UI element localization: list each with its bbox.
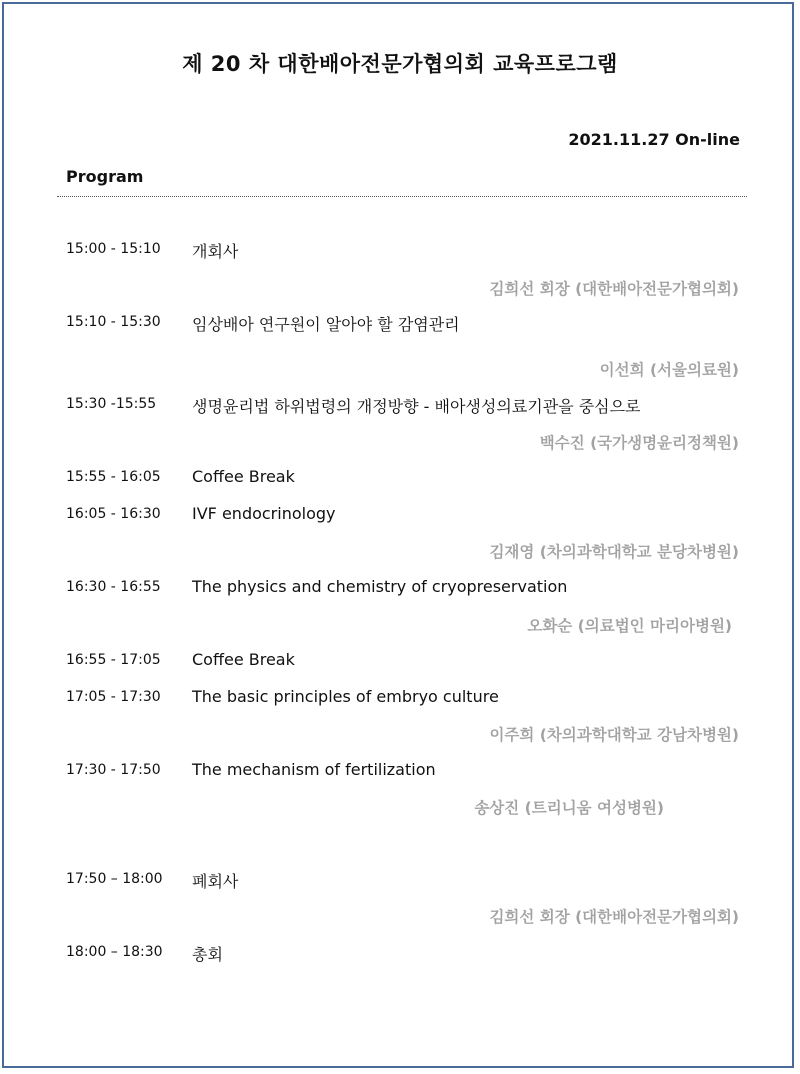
schedule-event: 총회 bbox=[192, 945, 223, 964]
schedule-speaker: 오화순 (의료법인 마리아병원) bbox=[527, 617, 732, 635]
schedule-speaker: 송상진 (트리니움 여성병원) bbox=[474, 799, 664, 817]
schedule-time: 15:55 - 16:05 bbox=[66, 469, 161, 485]
schedule-time: 18:00 – 18:30 bbox=[66, 944, 163, 960]
schedule-event: 폐회사 bbox=[192, 872, 239, 891]
dotted-divider bbox=[57, 196, 747, 197]
schedule-event: Coffee Break bbox=[192, 650, 295, 669]
schedule-event: 개회사 bbox=[192, 242, 239, 261]
schedule-time: 17:30 - 17:50 bbox=[66, 762, 161, 778]
schedule-event: The basic principles of embryo culture bbox=[192, 687, 499, 706]
schedule-time: 16:55 - 17:05 bbox=[66, 652, 161, 668]
schedule-time: 15:30 -15:55 bbox=[66, 396, 157, 412]
schedule-speaker: 이주희 (차의과학대학교 강남차병원) bbox=[489, 726, 739, 744]
schedule-event: The mechanism of fertilization bbox=[192, 760, 436, 779]
page-title: 제 20 차 대한배아전문가협의회 교육프로그램 bbox=[182, 52, 618, 76]
schedule-event: IVF endocrinology bbox=[192, 504, 336, 523]
schedule-time: 16:30 - 16:55 bbox=[66, 579, 161, 595]
section-label: Program bbox=[66, 167, 144, 186]
schedule-speaker: 김재영 (차의과학대학교 분당차병원) bbox=[489, 543, 739, 561]
schedule-speaker: 김희선 회장 (대한배아전문가협의회) bbox=[489, 908, 739, 926]
schedule-event: 임상배아 연구원이 알아야 할 감염관리 bbox=[192, 315, 460, 334]
schedule-time: 15:10 - 15:30 bbox=[66, 314, 161, 330]
schedule-speaker: 백수진 (국가생명윤리정책원) bbox=[539, 434, 739, 452]
schedule-time: 15:00 - 15:10 bbox=[66, 241, 161, 257]
schedule-event: 생명윤리법 하위법령의 개정방향 - 배아생성의료기관을 중심으로 bbox=[192, 397, 641, 416]
schedule-time: 17:05 - 17:30 bbox=[66, 689, 161, 705]
schedule-time: 17:50 – 18:00 bbox=[66, 871, 163, 887]
schedule-speaker: 김희선 회장 (대한배아전문가협의회) bbox=[489, 280, 739, 298]
schedule-time: 16:05 - 16:30 bbox=[66, 506, 161, 522]
event-date: 2021.11.27 On-line bbox=[568, 130, 740, 149]
schedule-event: The physics and chemistry of cryopreservation bbox=[192, 577, 568, 596]
schedule-event: Coffee Break bbox=[192, 467, 295, 486]
schedule-speaker: 이선희 (서울의료원) bbox=[599, 361, 739, 379]
